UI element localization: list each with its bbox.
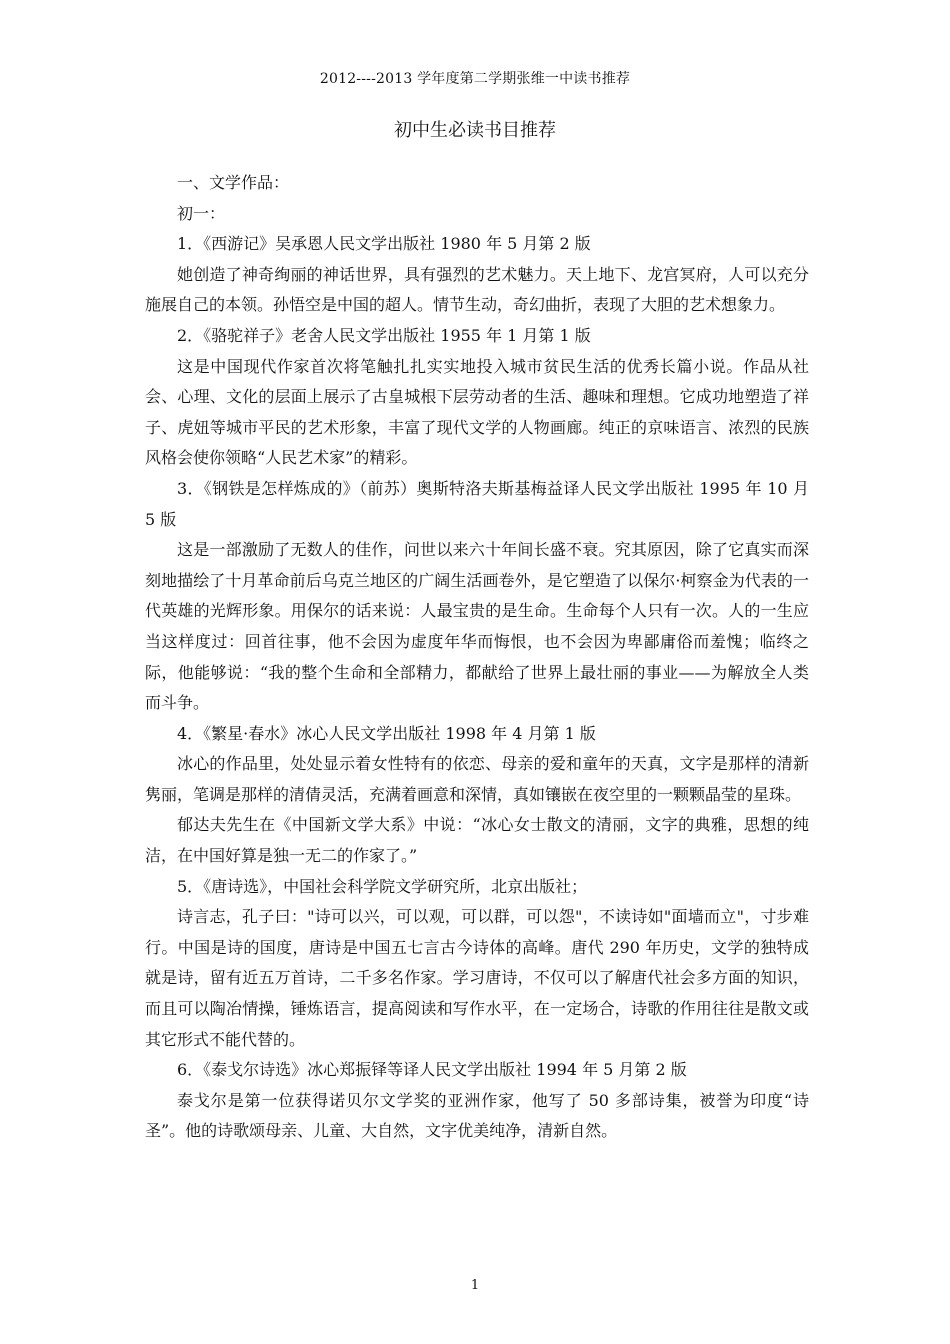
document-title: 初中生必读书目推荐 — [394, 120, 556, 141]
book-description-5: 诗言志，孔子曰："诗可以兴，可以观，可以群，可以怨"，不读诗如"面墙而立"，寸步难行。中国是诗的国度，唐诗是中国五七言古今诗体的高峰。唐代 290 年历史，文学的独特成就是诗，留有近五万首诗，二千多名作家。学习唐诗，不仅可以了解唐代社会多方面的知识，而且可以陶冶情操，锤炼语言，提高阅读和写作水平，在一定场合，诗歌的作用往往是散文或其它形式不能代替的。 — [145, 907, 809, 1049]
section-heading-literature: 一、文学作品： — [177, 173, 290, 192]
book-quote-4: 郁达夫先生在《中国新文学大系》中说：“冰心女士散文的清丽，文字的典雅，思想的纯洁，在中国好算是独一无二的作家了。” — [145, 815, 809, 866]
book-description-4: 冰心的作品里，处处显示着女性特有的依恋、母亲的爱和童年的天真，文字是那样的清新隽丽，笔调是那样的清倩灵活，充满着画意和深情，真如镶嵌在夜空里的一颗颗晶莹的星珠。 — [145, 754, 809, 804]
book-description-3: 这是一部激励了无数人的佳作，问世以来六十年间长盛不衰。究其原因，除了它真实而深刻地描绘了十月革命前后乌克兰地区的广阔生活画卷外，是它塑造了以保尔·柯察金为代表的一代英雄的光辉形象。用保尔的话来说：人最宝贵的是生命。生命每个人只有一次。人的一生应当这样度过：回首往事，他不会因为虚度年华而悔恨，也不会因为卑鄙庸俗而羞愧；临终之际，他能够说：“我的整个生命和全部精力，都献给了世界上最壮丽的事业——为解放全人类而斗争。 — [145, 540, 809, 713]
book-entry-3: 3．《钢铁是怎样炼成的》（前苏）奥斯特洛夫斯基梅益译人民文学出版社 1995 年 10 月 5 版 — [145, 478, 809, 529]
book-entry-6: 6．《泰戈尔诗选》冰心郑振铎等译人民文学出版社 1994 年 5 月第 2 版 — [177, 1060, 687, 1080]
book-description-6: 泰戈尔是第一位获得诺贝尔文学奖的亚洲作家，他写了 50 多部诗集，被誉为印度“诗圣”。他的诗歌颂母亲、儿童、大自然，文字优美纯净，清新自然。 — [145, 1090, 809, 1141]
book-entry-4: 4．《繁星·春水》冰心人民文学出版社 1998 年 4 月第 1 版 — [177, 723, 596, 743]
document-body — [145, 168, 809, 1147]
page-header: 2012----2013 学年度第二学期张维一中读书推荐 — [319, 71, 631, 87]
book-description-2: 这是中国现代作家首次将笔触扎扎实实地投入城市贫民生活的优秀长篇小说。作品从社会、心理、文化的层面上展示了古皇城根下层劳动者的生活、趣味和理想。它成功地塑造了祥子、虎妞等城市平民的艺术形象，丰富了现代文学的人物画廊。纯正的京味语言、浓烈的民族风格会使你领略“人民艺术家”的精彩。 — [145, 356, 809, 468]
book-entry-1: 1．《西游记》吴承恩人民文学出版社 1980 年 5 月第 2 版 — [177, 234, 591, 254]
grade-heading: 初一： — [177, 203, 226, 223]
book-description-1: 她创造了神奇绚丽的神话世界，具有强烈的艺术魅力。天上地下、龙宫冥府，人可以充分施展自己的本领。孙悟空是中国的超人。情节生动，奇幻曲折，表现了大胆的艺术想象力。 — [145, 264, 809, 315]
page-number: 1 — [470, 1278, 480, 1293]
book-entry-5: 5．《唐诗选》，中国社会科学院文学研究所，北京出版社； — [177, 876, 588, 896]
book-entry-2: 2．《骆驼祥子》老舍人民文学出版社 1955 年 1 月第 1 版 — [177, 325, 591, 345]
